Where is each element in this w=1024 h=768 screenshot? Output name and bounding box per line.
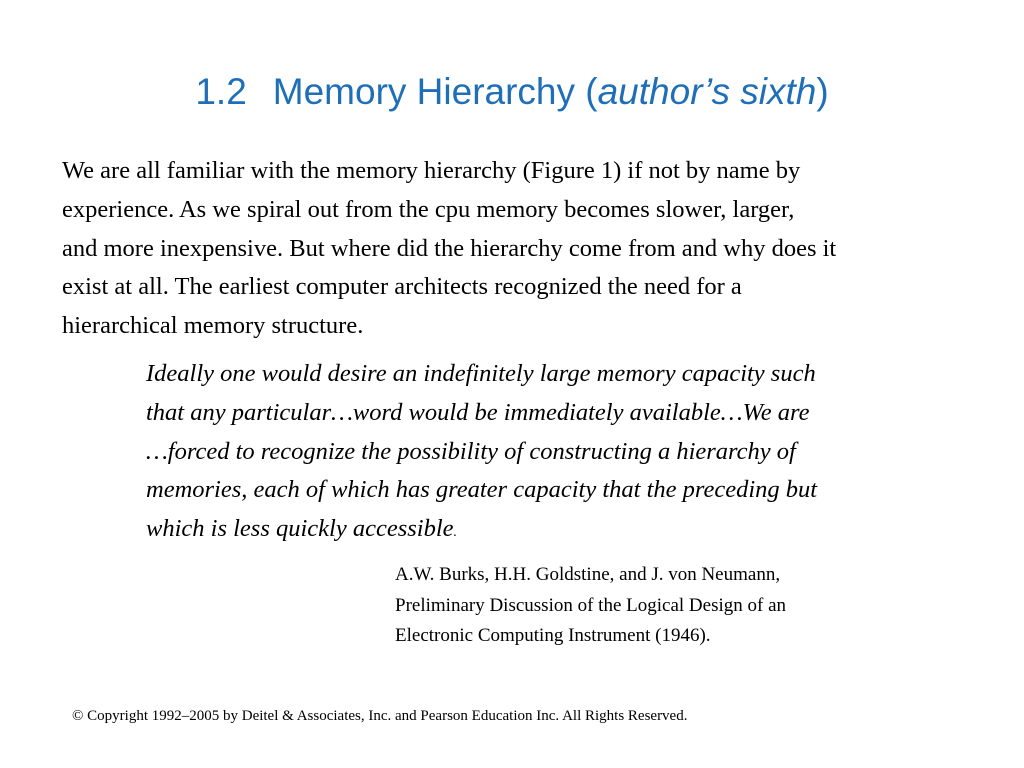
quote-line: that any particular…word would be immediately available…We are (146, 398, 810, 426)
section-number: 1.2 (195, 71, 247, 112)
body-paragraph (62, 152, 982, 346)
citation-line: A.W. Burks, H.H. Goldstine, and J. von Neumann, (395, 564, 781, 585)
quote-end-period: . (453, 525, 458, 541)
title-emphasis: author’s sixth (597, 71, 817, 112)
quote-line-text: which is less quickly accessible (146, 515, 454, 543)
quote-line: …forced to recognize the possibility of constructing a hierarchy of (146, 437, 796, 465)
citation-line: Preliminary Discussion of the Logical Design of an (395, 594, 787, 616)
body-line: We are all familiar with the memory hierarchy (Figure 1) if not by name by (62, 157, 801, 184)
title-text: Memory Hierarchy ( (272, 71, 598, 112)
block-quote (146, 355, 966, 553)
slide-title (0, 72, 1024, 113)
quote-line: Ideally one would desire an indefinitely large memory capacity such (146, 360, 816, 387)
title-suffix: ) (816, 71, 829, 112)
body-line: experience. As we spiral out from the cpu memory becomes slower, larger, (62, 195, 795, 223)
citation (395, 560, 995, 652)
body-line: hierarchical memory structure. (62, 312, 364, 340)
citation-line: Electronic Computing Instrument (1946). (395, 625, 711, 646)
body-line: exist at all. The earliest computer architects recognized the need for a (62, 273, 742, 301)
quote-line: memories, each of which has greater capacity that the preceding but (146, 476, 818, 504)
copyright-footer: © Copyright 1992–2005 by Deitel & Associates, Inc. and Pearson Education Inc. All Rights Reserved. (72, 708, 688, 724)
body-line: and more inexpensive. But where did the hierarchy come from and why does it (62, 234, 837, 262)
quote-line-last (146, 510, 966, 553)
